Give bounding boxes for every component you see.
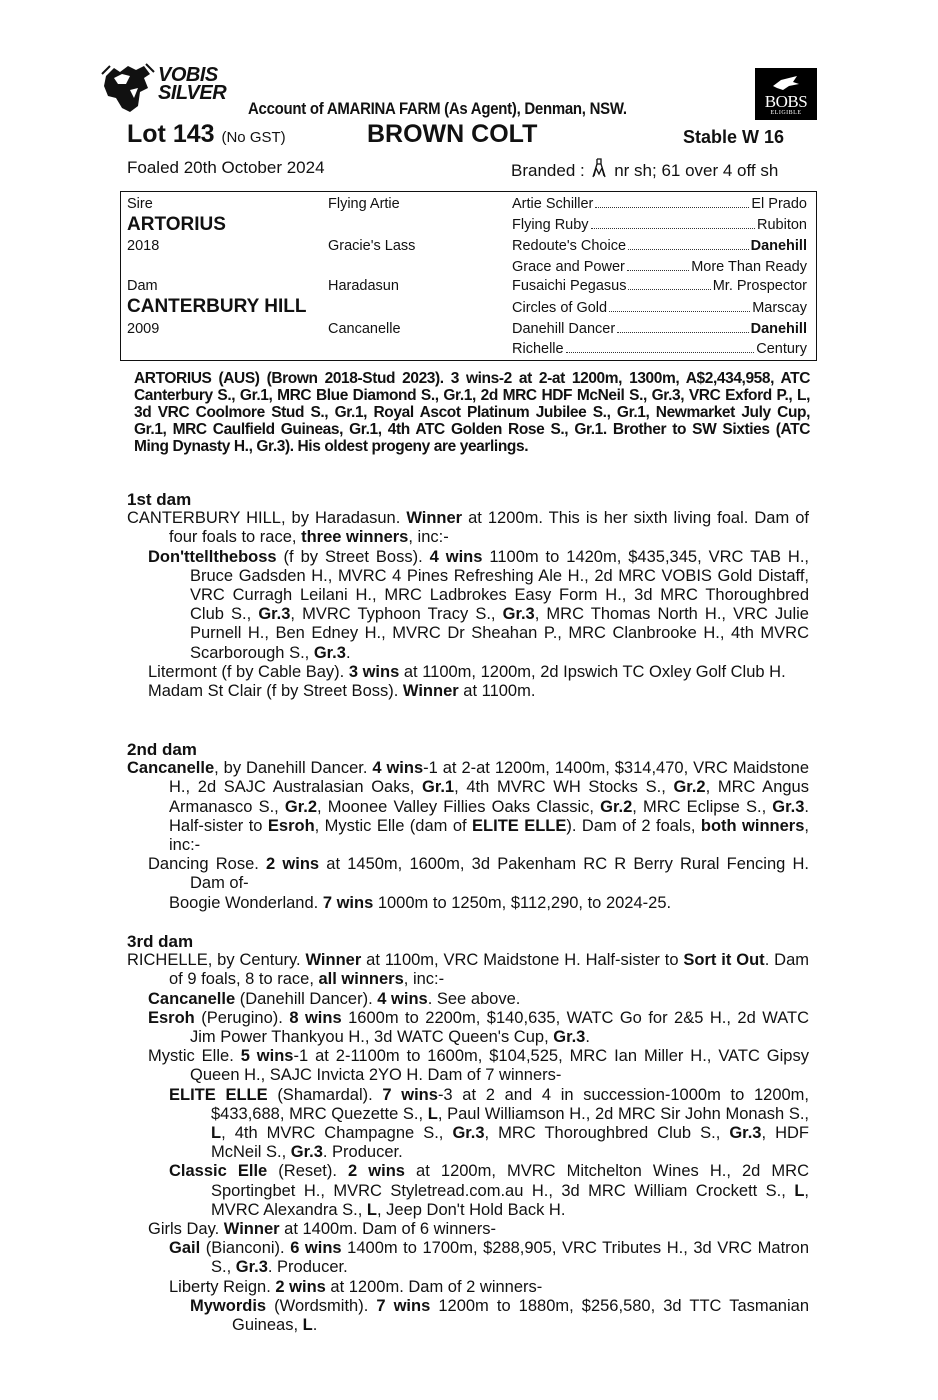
sire-year: 2018 — [127, 238, 160, 254]
lot-description: BROWN COLT — [367, 120, 538, 148]
produce-entry — [127, 509, 809, 547]
bold-text: 7 wins — [322, 893, 374, 912]
text: 1200m to 1880m, $256,580, 3d TTC Tasmanian Guineas, — [232, 1296, 809, 1335]
sire-label: Sire — [127, 196, 153, 212]
produce-entry — [127, 855, 809, 893]
sire-dam: Gracie's Lass — [328, 238, 416, 254]
dam-name: CANTERBURY HILL — [127, 296, 307, 317]
bold-text: Winner — [305, 951, 362, 970]
gen3-row — [512, 321, 807, 337]
bold-text: 7 wins — [382, 1085, 438, 1104]
bold-text: L — [211, 1124, 222, 1143]
gen3-horse: Artie Schiller — [512, 196, 594, 212]
bold-text: L — [427, 1104, 438, 1123]
sire-summary: ARTORIUS (AUS) (Brown 2018-Stud 2023). 3 wins-2 at 2-at 1200m, 1300m, A$2,434,958, ATC Canterbury S., Gr.1, MRC Blue Diamond S., Gr.1, 2d MRC HDF McNeil S., Gr.3, VRC Exford P., L, 3d VRC Coolmore Stud S., Gr.1, Royal Ascot Platinum Jubilee S., Gr.1, Newmarket July Cup, Gr.1, MRC Caulfield Guineas, Gr.1, 4th ATC Golden Rose S., Gr.1. Brother to SW Sixties (ATC Ming Dynasty H., Gr.3). His oldest progeny are yearlings. — [134, 370, 810, 455]
bold-text: Esroh — [267, 816, 315, 835]
branded-prefix: Branded : — [511, 161, 585, 180]
gen3-row — [512, 341, 807, 357]
bold-text: ELITE ELLE — [169, 1085, 268, 1104]
text: Liberty Reign. — [169, 1277, 276, 1296]
text: at 1200m. This is her sixth living foal. Dam of four foals to race, — [169, 509, 809, 547]
first-dam-heading: 1st dam — [127, 490, 192, 509]
text: , Mystic Elle (dam of — [314, 816, 473, 835]
bold-text: Gr.3 — [235, 1258, 268, 1277]
bold-text: Winner — [402, 682, 459, 701]
text: 1600m to 2200m, $140,635, WATC Go for 2&5 H., 2d WATC Jim Power Thankyou H., 3d WATC Queen's Cup, — [190, 1008, 809, 1047]
logo-line1: VOBIS — [158, 64, 218, 86]
text: at 1450m, 1600m, 3d Pakenham RC R Berry Rural Fencing H. Dam of- — [190, 855, 810, 893]
brand-mark-icon — [589, 158, 609, 178]
text: , inc:- — [169, 816, 809, 855]
text: , inc:- — [403, 970, 445, 989]
text: at 1100m, VRC Maidstone H. Half-sister to — [361, 951, 684, 970]
text: (Reset). — [267, 1162, 349, 1181]
bold-text: Gr.3 — [452, 1124, 485, 1143]
text: , MRC Angus Armanasco S., — [169, 778, 809, 816]
text: , MVRC Typhoon Tracy S., — [290, 605, 503, 624]
text: (Danehill Dancer). — [235, 989, 378, 1008]
text: at 1200m. Dam of 2 winners- — [325, 1277, 543, 1296]
text: -1 at 2-at 1200m, 1400m, $314,470, VRC Maidstone H., 2d SAJC Australasian Oaks, — [169, 759, 809, 797]
bold-text: L — [302, 1316, 313, 1335]
sire-sire: Flying Artie — [328, 196, 400, 212]
text: , MRC Thomas North H., VRC Julie Purnell H., Ben Edney H., MVRC Dr Sheahan P., MRC Clanbrooke H., 4th MVRC Scarborough S., — [190, 605, 809, 662]
horse-head-icon — [771, 74, 801, 92]
produce-entry — [127, 894, 809, 913]
text: . Producer. — [267, 1258, 348, 1277]
gen3-horse: Flying Ruby — [512, 217, 589, 233]
third-dam-heading: 3rd dam — [127, 932, 194, 951]
bold-text: Gr.2 — [284, 797, 317, 816]
text: , by Danehill Dancer. — [214, 759, 373, 778]
bold-text: 3 wins — [348, 662, 400, 681]
text: RICHELLE, by Century. — [127, 951, 306, 970]
produce-entry — [127, 1047, 809, 1085]
bold-text: Gr.3 — [258, 605, 291, 624]
bold-text: Classic Elle — [169, 1162, 268, 1181]
bold-text: both winners — [700, 816, 805, 835]
text: . Dam of 9 foals, 8 to race, — [169, 951, 809, 989]
text: -3 at 2 and 4 in succession-1000m to 1200m, $433,688, MRC Quezette S., — [211, 1085, 809, 1123]
text: (f by Street Boss). — [276, 547, 430, 566]
text: (Wordsmith). — [266, 1296, 377, 1315]
text: . Producer. — [322, 1143, 403, 1162]
gen3-row — [512, 196, 807, 212]
gen3-sire: Rubiton — [757, 217, 807, 233]
produce-entry — [127, 1009, 809, 1047]
badge-line2: ELIGIBLE — [770, 110, 802, 116]
bold-text: Gr.3 — [553, 1028, 586, 1047]
bold-text: 4 wins — [429, 547, 483, 566]
brand-info — [511, 158, 778, 181]
bold-text: Gr.3 — [290, 1143, 323, 1162]
text: Girls Day. — [148, 1220, 224, 1239]
gen3-sire: Mr. Prospector — [712, 278, 807, 294]
bold-text: Sort it Out — [683, 951, 765, 970]
lot-note: (No GST) — [221, 129, 286, 146]
text: , MVRC Alexandra S., — [211, 1181, 809, 1219]
text: , HDF McNeil S., — [211, 1124, 809, 1162]
text: Litermont (f by Cable Bay). — [148, 662, 349, 681]
gen3-sire: Danehill — [750, 238, 807, 254]
bold-text: Gr.2 — [673, 778, 706, 797]
text: 1400m to 1700m, $288,905, VRC Tributes H., 3d VRC Matron S., — [211, 1239, 810, 1277]
text: 1000m to 1250m, $112,290, to 2024-25. — [373, 893, 672, 912]
bold-text: three winners — [301, 528, 409, 547]
second-dam-entries — [127, 759, 809, 913]
gen3-sire: Danehill — [750, 321, 807, 337]
badge-line1: BOBS — [764, 92, 808, 111]
gen3-row — [512, 217, 807, 233]
bold-text: Gr.1 — [422, 778, 455, 797]
text: , inc:- — [408, 528, 449, 547]
third-dam-section — [127, 932, 809, 1335]
text: . — [585, 1028, 590, 1047]
text: at 1200m, MVRC Mitchelton Wines H., 2d MRC Sportingbet H., MVRC Styletread.com.au H., 3d MRC William Crockett S., — [211, 1162, 809, 1200]
sire-name: ARTORIUS — [127, 214, 226, 235]
bold-text: 4 wins — [377, 989, 428, 1008]
bold-text: 6 wins — [290, 1239, 342, 1258]
produce-entry — [127, 682, 809, 701]
text: Boogie Wonderland. — [169, 893, 323, 912]
gen3-row — [512, 278, 807, 294]
dam-year: 2009 — [127, 321, 160, 337]
text: . See above. — [427, 989, 521, 1008]
second-dam-section — [127, 740, 809, 913]
first-dam-section — [127, 490, 809, 701]
dam-label: Dam — [127, 278, 158, 294]
dam-sire: Haradasun — [328, 278, 399, 294]
bobs-eligible-badge — [755, 68, 817, 120]
gen3-horse: Richelle — [512, 341, 564, 357]
bold-text: Esroh — [148, 1008, 195, 1027]
text: Dancing Rose. — [148, 855, 267, 874]
text: (Bianconi). — [200, 1239, 291, 1258]
bold-text: L — [366, 1200, 377, 1219]
bold-text: Winner — [406, 509, 463, 528]
bold-text: Gr.3 — [313, 643, 346, 662]
bold-text: 2 wins — [275, 1277, 326, 1296]
text: , MRC Thoroughbred Club S., — [484, 1124, 730, 1143]
bold-text: L — [794, 1181, 805, 1200]
logo-line2: SILVER — [158, 82, 227, 104]
stable-location: Stable W 16 — [683, 127, 785, 147]
bold-text: Gr.3 — [772, 797, 805, 816]
produce-entry — [127, 1239, 809, 1277]
text: Mystic Elle. — [148, 1047, 241, 1066]
text: , 4th MVRC WH Stocks S., — [454, 778, 674, 797]
gen3-horse: Danehill Dancer — [512, 321, 616, 337]
produce-entry — [127, 1162, 809, 1220]
dam-dam: Cancanelle — [328, 321, 401, 337]
third-dam-entries — [127, 951, 809, 1335]
text: . — [312, 1316, 318, 1335]
lot-label: Lot 143 — [127, 120, 215, 148]
gen3-row — [512, 259, 807, 275]
bold-text: 2 wins — [348, 1162, 405, 1181]
produce-entry — [127, 1297, 809, 1335]
bold-text: Gail — [169, 1239, 201, 1258]
produce-entry — [127, 663, 809, 682]
produce-entry — [127, 1220, 809, 1239]
produce-entry — [127, 759, 809, 855]
text: , 4th MVRC Champagne S., — [221, 1124, 453, 1143]
gen3-horse: Grace and Power — [512, 259, 625, 275]
text: , Moonee Valley Fillies Oaks Classic, — [317, 797, 601, 816]
text: at 1400m. Dam of 6 winners- — [279, 1220, 496, 1239]
produce-entry — [127, 951, 809, 989]
text: , MRC Eclipse S., — [632, 797, 773, 816]
text: ). Dam of 2 foals, — [566, 816, 701, 835]
bold-text: ELITE ELLE — [472, 816, 567, 835]
horse-rider-icon — [100, 62, 156, 114]
text: Madam St Clair (f by Street Boss). — [148, 682, 403, 701]
text: . — [345, 643, 351, 662]
bold-text: Cancanelle — [148, 989, 236, 1008]
text: -1 at 2-1100m to 1600m, $104,525, MRC Ian Miller H., VATC Gipsy Queen H., SAJC Invicta 2YO H. Dam of 7 winners- — [190, 1047, 809, 1085]
vendor-account: Account of AMARINA FARM (As Agent), Denman, NSW. — [248, 99, 627, 118]
bold-text: Gr.2 — [600, 797, 633, 816]
bold-text: Gr.3 — [729, 1124, 762, 1143]
bold-text: 5 wins — [240, 1047, 294, 1066]
bold-text: Winner — [223, 1220, 280, 1239]
text: , Paul Williamson H., 2d MRC Sir John Monash S., — [437, 1104, 810, 1123]
produce-entry — [127, 1278, 809, 1297]
gen3-row — [512, 300, 807, 316]
foaled-date: Foaled 20th October 2024 — [127, 158, 325, 177]
text: 1100m to 1420m, $435,345, VRC TAB H., Bruce Gadsden H., MVRC 4 Pines Refreshing Ale H., 2d MRC VOBIS Gold Distaff, VRC Curragh Leilani H., MRC Ladbrokes Easy Form H., 3d MRC Thoroughbred Club S., — [190, 547, 809, 624]
lot-number — [127, 120, 286, 149]
gen3-sire: Century — [756, 341, 807, 357]
produce-entry — [127, 548, 809, 663]
bold-text: 7 wins — [376, 1296, 431, 1315]
second-dam-heading: 2nd dam — [127, 740, 197, 759]
text: at 1100m, 1200m, 2d Ipswich TC Oxley Golf Club H. — [399, 662, 786, 681]
produce-entry — [127, 1086, 809, 1163]
bold-text: Don'ttelltheboss — [148, 547, 277, 566]
gen3-row — [512, 238, 807, 254]
gen3-horse: Circles of Gold — [512, 300, 608, 316]
branded-suffix: nr sh; 61 over 4 off sh — [614, 161, 779, 180]
text: . Half-sister to — [169, 797, 809, 835]
text: (Perugino). — [194, 1008, 290, 1027]
bold-text: 4 wins — [372, 759, 424, 778]
text: at 1100m. — [458, 682, 536, 701]
text: (Shamardal). — [267, 1085, 383, 1104]
gen3-horse: Redoute's Choice — [512, 238, 627, 254]
pedigree-table — [120, 191, 817, 361]
bold-text: 8 wins — [289, 1008, 342, 1027]
text: CANTERBURY HILL, by Haradasun. — [127, 509, 407, 528]
gen3-horse: Fusaichi Pegasus — [512, 278, 627, 294]
first-dam-entries — [127, 509, 809, 701]
vobis-silver-logo — [100, 62, 240, 114]
bold-text: Cancanelle — [127, 759, 215, 778]
gen3-sire: El Prado — [751, 196, 807, 212]
bold-text: 2 wins — [266, 855, 320, 874]
produce-entry — [127, 990, 809, 1009]
gen3-sire: More Than Ready — [691, 259, 807, 275]
bold-text: Mywordis — [190, 1296, 267, 1315]
gen3-sire: Marscay — [752, 300, 807, 316]
bold-text: all winners — [318, 970, 404, 989]
bold-text: Gr.3 — [502, 605, 535, 624]
text: , Jeep Don't Hold Back H. — [377, 1200, 566, 1219]
